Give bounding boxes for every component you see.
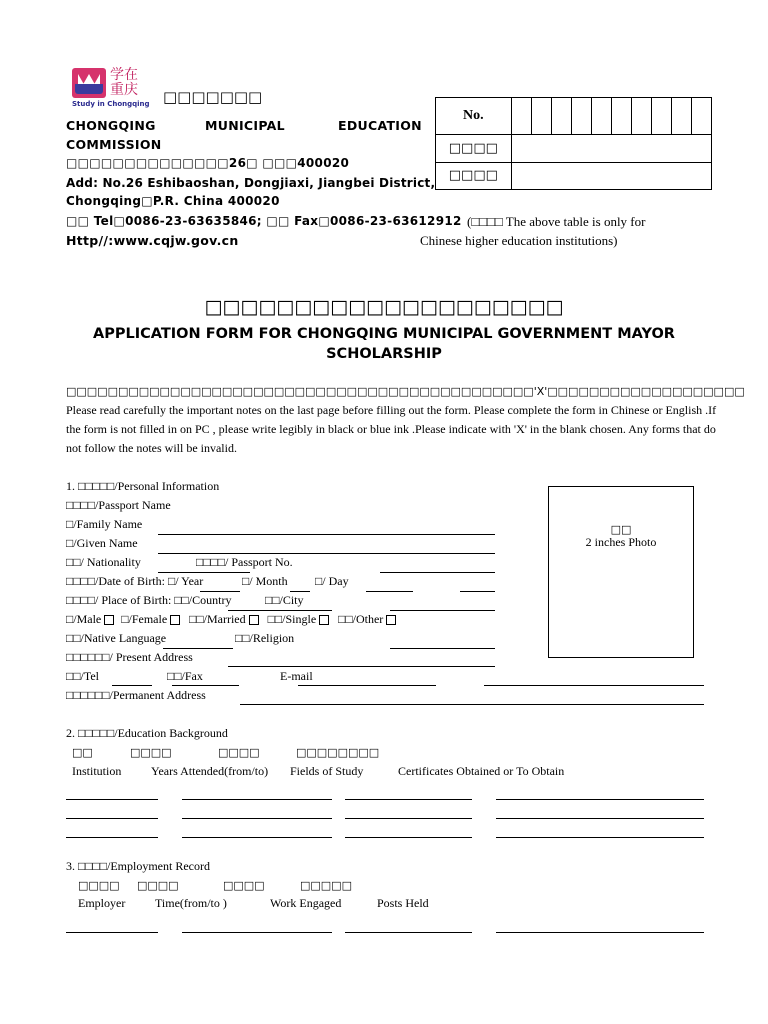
present-address-field[interactable]	[228, 666, 495, 667]
title-en-2: SCHOLARSHIP	[326, 346, 442, 362]
address-en-1: Add: No.26 Eshibaoshan, Dongjiaxi, Jiangbei District,	[66, 176, 436, 190]
other-checkbox[interactable]	[386, 615, 396, 625]
instructions-cn: □□□□□□□□□□□□□□□□□□□□□□□□□□□□□□□□□□□□□□□□□□□□□'X'□□□□□□□□□□□□□□□□□□□	[66, 385, 745, 398]
emp-header-employer: Employer	[78, 896, 126, 910]
passport-name-label: □□□□/Passport Name	[66, 498, 171, 512]
org-name-cn: □□□□□□□	[163, 88, 263, 106]
row3-label: □□□□	[436, 162, 512, 189]
permanent-address-field[interactable]	[240, 704, 704, 705]
no-digit-cell[interactable]	[631, 98, 651, 135]
no-digit-cell[interactable]	[511, 98, 531, 135]
no-digit-cell[interactable]	[571, 98, 591, 135]
native-language-field[interactable]	[163, 648, 233, 649]
emp-header-cn-work: □□□□	[223, 879, 265, 892]
address-en-2: Chongqing□P.R. China 400020	[66, 194, 280, 208]
dob-year-field[interactable]	[200, 591, 240, 592]
row2-value-cell[interactable]	[511, 135, 711, 162]
dob-day-label: □/ Day	[315, 574, 349, 588]
emp-header-cn-employer: □□□□	[78, 879, 120, 892]
logo	[72, 68, 162, 110]
no-digit-cell[interactable]	[551, 98, 571, 135]
edu-header-years: Years Attended(from/to)	[151, 764, 269, 778]
fax-label: □□/Fax	[167, 669, 203, 683]
logo-mark-icon	[72, 68, 106, 98]
no-digit-cell[interactable]	[691, 98, 711, 135]
tel-fax: □□ Tel□0086-23-63635846; □□ Fax□0086-23-63612912	[66, 214, 462, 228]
photo-label-cn: □□	[610, 523, 632, 536]
native-language-label: □□/Native Language	[66, 631, 167, 645]
title-en-1: APPLICATION FORM FOR CHONGQING MUNICIPAL GOVERNMENT MAYOR	[93, 326, 675, 342]
org-name-en-2: MUNICIPAL	[205, 118, 285, 133]
photo-box[interactable]	[548, 486, 694, 658]
passport-no-field[interactable]	[380, 572, 495, 573]
given-name-field[interactable]	[158, 553, 495, 554]
emp-header-cn-posts: □□□□□	[300, 879, 352, 892]
single-label: □□/Single	[267, 612, 317, 626]
org-name-en-1: CHONGQING	[66, 118, 156, 133]
nationality-field[interactable]	[158, 572, 250, 573]
website-link[interactable]: Http//:www.cqjw.gov.cn	[66, 233, 239, 248]
extra-contact-field[interactable]	[484, 685, 704, 686]
female-checkbox[interactable]	[170, 615, 180, 625]
institution-table	[435, 97, 712, 190]
no-digit-cell[interactable]	[531, 98, 551, 135]
nationality-label: □□/ Nationality	[66, 555, 141, 569]
section-personal-title: 1. □□□□□/Personal Information	[66, 479, 220, 493]
fax-field[interactable]	[172, 685, 239, 686]
edu-header-certificates: Certificates Obtained or To Obtain	[398, 764, 565, 778]
title-cn: □□□□□□□□□□□□□□□□□□□□	[204, 296, 564, 318]
edu-header-fields: Fields of Study	[290, 764, 364, 778]
dob-month-field[interactable]	[290, 591, 310, 592]
logo-text-en: Study in Chongqing	[72, 100, 150, 108]
org-name-en-4: COMMISSION	[66, 137, 162, 152]
pob-city-underline	[265, 610, 332, 611]
edu-header-institution: Institution	[72, 764, 122, 778]
emp-header-work: Work Engaged	[270, 896, 342, 910]
edu-header-cn-certificates: □□□□□□□□	[296, 746, 380, 759]
family-name-label: □/Family Name	[66, 517, 143, 531]
no-label: No.	[436, 98, 512, 135]
section-education-title: 2. □□□□□/Education Background	[66, 726, 228, 740]
pob-city-label: □□/City	[265, 593, 304, 607]
pob-city-field[interactable]	[390, 610, 495, 611]
female-label: □/Female	[121, 612, 168, 626]
pob-country-field[interactable]	[228, 610, 265, 611]
edu-header-cn-institution: □□	[72, 746, 93, 759]
address-cn: □□□□□□□□□□□□□□26□ □□□400020	[66, 156, 350, 170]
family-name-field[interactable]	[158, 534, 495, 535]
tel-field[interactable]	[112, 685, 152, 686]
section-employment-title: 3. □□□□/Employment Record	[66, 859, 210, 873]
photo-label-en: 2 inches Photo	[585, 535, 657, 549]
tel-label: □□/Tel	[66, 669, 99, 683]
emp-header-time: Time(from/to )	[155, 896, 227, 910]
other-label: □□/Other	[338, 612, 384, 626]
no-digit-cell[interactable]	[651, 98, 671, 135]
logo-text-cn: 学在 重庆	[110, 67, 138, 98]
married-checkbox[interactable]	[249, 615, 259, 625]
married-label: □□/Married	[189, 612, 246, 626]
no-digit-cell[interactable]	[671, 98, 691, 135]
emp-header-posts: Posts Held	[377, 896, 429, 910]
row2-label: □□□□	[436, 135, 512, 162]
no-digit-cell[interactable]	[611, 98, 631, 135]
email-label: E-mail	[280, 669, 313, 683]
dob-day-field[interactable]	[366, 591, 413, 592]
present-address-label: □□□□□□/ Present Address	[66, 650, 193, 664]
table-note-2: Chinese higher education institutions)	[420, 233, 618, 248]
given-name-label: □/Given Name	[66, 536, 138, 550]
dob-month-label: □/ Month	[242, 574, 288, 588]
no-digit-cell[interactable]	[591, 98, 611, 135]
male-label: □/Male	[66, 612, 102, 626]
single-checkbox[interactable]	[319, 615, 329, 625]
religion-field[interactable]	[390, 648, 495, 649]
dob-year-label: □□□□/Date of Birth: □/ Year	[66, 574, 204, 588]
table-note-1: (□□□□ The above table is only for	[467, 214, 646, 229]
instructions-en-3: not follow the notes will be invalid.	[66, 441, 237, 455]
instructions-en-2: the form is not filled in on PC , please write legibly in black or blue ink .Please indicate with 'X' in the blank chosen. Any forms that do	[66, 422, 716, 436]
edu-header-cn-fields: □□□□	[218, 746, 260, 759]
male-checkbox[interactable]	[104, 615, 114, 625]
religion-label: □□/Religion	[235, 631, 295, 645]
email-field[interactable]	[298, 685, 436, 686]
pob-country-label: □□□□/ Place of Birth: □□/Country	[66, 593, 232, 607]
edu-header-cn-years: □□□□	[130, 746, 172, 759]
gender-marital-row	[66, 612, 396, 627]
dob-extra-field[interactable]	[460, 591, 495, 592]
passport-no-label: □□□□/ Passport No.	[196, 555, 293, 569]
row3-value-cell[interactable]	[511, 162, 711, 189]
org-name-en-3: EDUCATION	[338, 118, 422, 133]
emp-header-cn-time: □□□□	[137, 879, 179, 892]
permanent-address-label: □□□□□□/Permanent Address	[66, 688, 206, 702]
instructions-en-1: Please read carefully the important notes on the last page before filling out the form. Please complete the form in Chinese or English .If	[66, 403, 717, 417]
